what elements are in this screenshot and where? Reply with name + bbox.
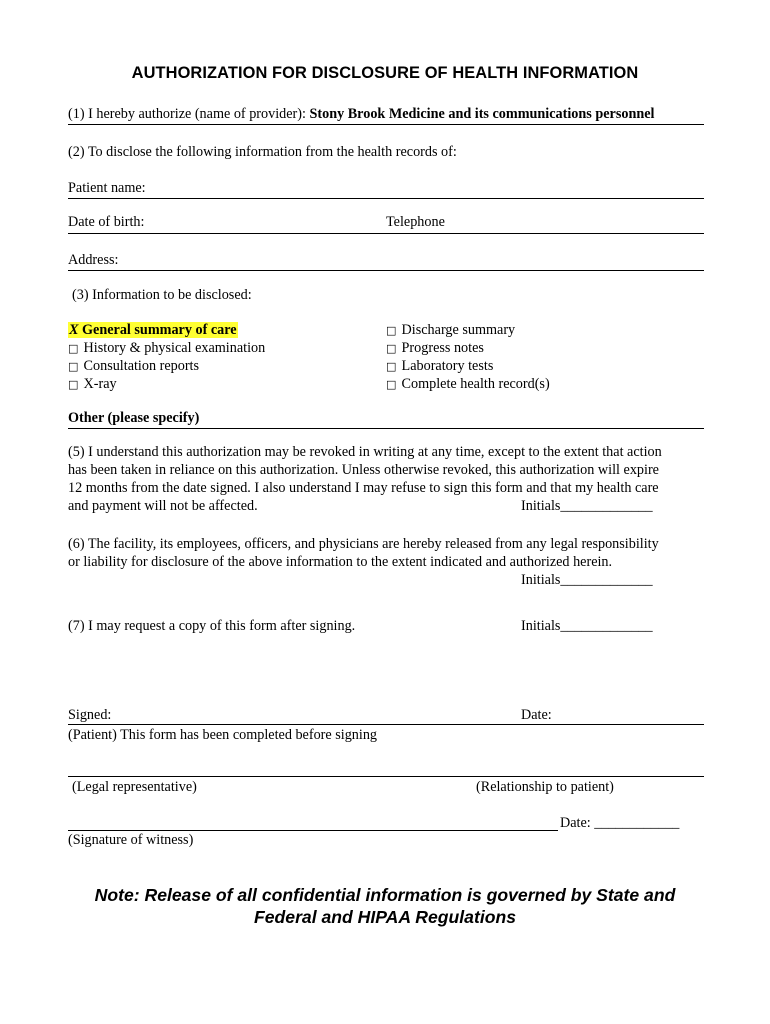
checkbox-icon[interactable]: □ (386, 360, 397, 373)
other-specify-label: Other (please specify) (68, 410, 200, 426)
item-consultation-reports[interactable] (68, 358, 199, 375)
section5-line-2: has been taken in reliance on this authorization. Unless otherwise revoked, this authorization will expire (68, 462, 659, 478)
other-specify-field[interactable] (68, 428, 704, 429)
address-field[interactable] (68, 270, 704, 271)
section6-line-1: (6) The facility, its employees, officers, and physicians are hereby released from any legal responsibility (68, 536, 659, 552)
section6-initials-field[interactable]: Initials_____________ (521, 572, 653, 588)
legal-representative-label: (Legal representative) (72, 779, 197, 795)
section5-line-3: 12 months from the date signed. I also understand I may refuse to sign this form and that my health care (68, 480, 659, 496)
item-label: General summary of care (82, 322, 237, 338)
section3-heading: (3) Information to be disclosed: (72, 287, 252, 303)
legal-representative-field[interactable] (68, 776, 704, 777)
address-label: Address: (68, 252, 119, 268)
item-label: History & physical examination (83, 340, 266, 356)
witness-date-field[interactable]: Date: ____________ (560, 815, 680, 831)
item-label: Progress notes (401, 340, 484, 356)
checkbox-icon[interactable]: □ (386, 378, 397, 391)
witness-signature-field[interactable] (68, 830, 558, 831)
section5-line-1: (5) I understand this authorization may be revoked in writing at any time, except to the extent that action (68, 444, 662, 460)
item-laboratory-tests[interactable] (386, 358, 493, 375)
relationship-label: (Relationship to patient) (476, 779, 614, 795)
regulation-note (0, 884, 770, 928)
checkbox-icon[interactable]: □ (68, 378, 79, 391)
section7-text: (7) I may request a copy of this form after signing. (68, 618, 356, 634)
section6-line-2: or liability for disclosure of the above information to the extent indicated and authorized herein. (68, 554, 613, 570)
form-title: AUTHORIZATION FOR DISCLOSURE OF HEALTH INFORMATION (131, 64, 639, 82)
item-xray[interactable] (68, 376, 117, 393)
provider-line (68, 106, 654, 123)
item-discharge-summary[interactable] (386, 322, 515, 339)
checkbox-icon[interactable]: □ (386, 342, 397, 355)
item-label: Complete health record(s) (401, 376, 550, 392)
provider-underline (68, 124, 704, 125)
section7-initials-field[interactable]: Initials_____________ (521, 618, 653, 634)
item-label: X-ray (83, 376, 117, 392)
patient-signature-field[interactable] (68, 724, 704, 725)
patient-note: (Patient) This form has been completed before signing (68, 727, 378, 743)
item-complete-health-records[interactable] (386, 376, 550, 393)
item-label: Consultation reports (83, 358, 200, 374)
selected-x-mark: X (69, 322, 79, 338)
dob-telephone-field[interactable] (68, 233, 704, 234)
signed-date-label: Date: (521, 707, 552, 723)
patient-name-label: Patient name: (68, 180, 146, 196)
item-label: Discharge summary (401, 322, 516, 338)
section5-line-4: and payment will not be affected. (68, 498, 258, 514)
item-general-summary[interactable] (68, 322, 238, 339)
checkbox-icon[interactable]: □ (68, 360, 79, 373)
item-history-physical[interactable] (68, 340, 265, 357)
item-progress-notes[interactable] (386, 340, 484, 357)
section2-text: (2) To disclose the following information from the health records of: (68, 144, 457, 160)
witness-label: (Signature of witness) (68, 832, 194, 848)
dob-label: Date of birth: (68, 214, 145, 230)
provider-prefix: (1) I hereby authorize (name of provider): (68, 106, 310, 122)
signed-label: Signed: (68, 707, 112, 723)
checkbox-icon[interactable]: □ (386, 324, 397, 337)
telephone-label: Telephone (386, 214, 445, 230)
checkbox-icon[interactable]: □ (68, 342, 79, 355)
provider-name: Stony Brook Medicine and its communications personnel (309, 106, 655, 122)
note-line-2: Federal and HIPAA Regulations (254, 907, 516, 927)
item-label: Laboratory tests (401, 358, 494, 374)
note-line-1: Note: Release of all confidential information is governed by State and (94, 885, 676, 905)
section5-initials-field[interactable]: Initials_____________ (521, 498, 653, 514)
patient-name-field[interactable] (68, 198, 704, 199)
